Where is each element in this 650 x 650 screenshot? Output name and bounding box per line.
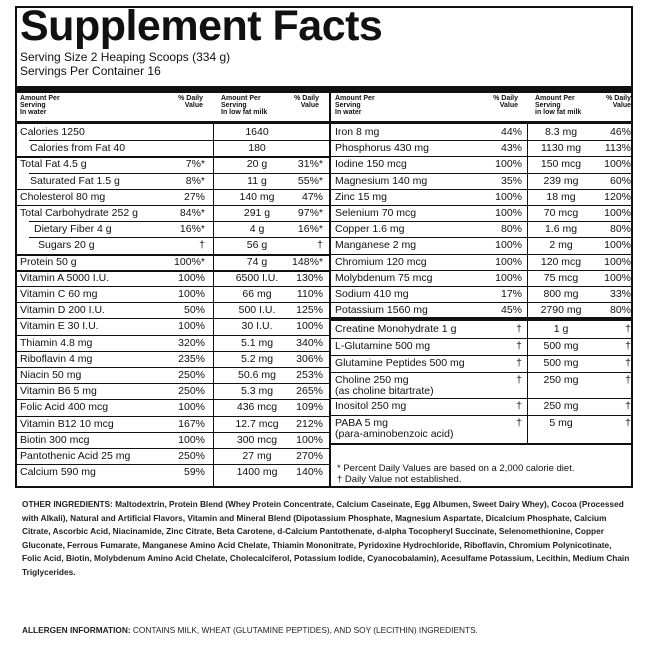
header-daily-value: % Daily Value bbox=[178, 95, 203, 109]
other-ingredients bbox=[22, 498, 632, 580]
row-divider bbox=[17, 383, 329, 384]
daily-value-milk: 80% bbox=[609, 223, 631, 236]
daily-value-milk: 55%* bbox=[297, 174, 323, 187]
servings-per-container: Servings Per Container 16 bbox=[20, 64, 161, 78]
row-divider bbox=[17, 399, 329, 400]
daily-value: 35% bbox=[500, 174, 522, 187]
daily-value-milk: 100% bbox=[296, 320, 323, 333]
daily-value: 50% bbox=[183, 304, 205, 317]
amount-milk: 5.3 mg bbox=[240, 385, 274, 398]
daily-value-milk: 60% bbox=[609, 174, 631, 187]
allergen-information bbox=[22, 624, 632, 636]
daily-value: 100% bbox=[495, 239, 522, 252]
daily-value: 100% bbox=[495, 271, 522, 284]
daily-value: † bbox=[516, 417, 522, 430]
nutrient-name: Vitamin B12 10 mcg bbox=[20, 417, 114, 430]
daily-value-milk: 100% bbox=[296, 433, 323, 446]
row-divider bbox=[331, 302, 631, 303]
daily-value-milk: † bbox=[625, 417, 631, 430]
daily-value-milk: 270% bbox=[296, 450, 323, 462]
amount-milk: 150 mcg bbox=[540, 158, 582, 171]
daily-value: 17% bbox=[500, 288, 522, 300]
blend-name-detail: (as choline bitartrate) bbox=[335, 385, 434, 398]
amount-milk: 500 I.U. bbox=[238, 304, 276, 317]
amount-milk: 500 mg bbox=[543, 357, 579, 370]
amount-milk: 5 mg bbox=[549, 417, 573, 430]
daily-value: 250% bbox=[178, 385, 205, 398]
daily-value: 100% bbox=[178, 433, 205, 446]
allergen-text: CONTAINS MILK, WHEAT (GLUTAMINE PEPTIDES), AND SOY (LECITHIN) INGREDIENTS. bbox=[130, 625, 478, 635]
daily-value: 167% bbox=[178, 417, 205, 430]
nutrient-name: Pantothenic Acid 25 mg bbox=[20, 450, 131, 462]
daily-value: 100% bbox=[178, 271, 205, 284]
daily-value: † bbox=[516, 357, 522, 370]
column-divider bbox=[213, 124, 214, 486]
daily-value-milk: 140% bbox=[296, 466, 323, 479]
amount-milk: 1640 bbox=[245, 126, 269, 138]
footnotes bbox=[337, 463, 574, 485]
daily-value: 235% bbox=[178, 352, 205, 365]
amount-milk: 4 g bbox=[249, 223, 265, 236]
daily-value: † bbox=[516, 400, 522, 413]
daily-value-milk: 100% bbox=[604, 239, 631, 252]
amount-milk: 1130 mg bbox=[540, 142, 582, 155]
daily-value: 84%* bbox=[179, 207, 205, 219]
amount-milk: 500 mg bbox=[543, 340, 579, 353]
row-divider bbox=[331, 355, 631, 356]
row-divider bbox=[29, 237, 329, 238]
daily-value-milk: † bbox=[625, 340, 631, 353]
nutrient-name: Vitamin A 5000 I.U. bbox=[20, 271, 110, 284]
row-divider bbox=[17, 351, 329, 352]
daily-value: † bbox=[516, 323, 522, 336]
daily-value: 100% bbox=[495, 190, 522, 203]
daily-value-milk: 47% bbox=[301, 190, 323, 203]
amount-milk: 5.1 mg bbox=[240, 336, 274, 349]
daily-value-milk: 253% bbox=[296, 369, 323, 381]
nutrient-name: Vitamin D 200 I.U. bbox=[20, 304, 106, 317]
daily-value: 7%* bbox=[185, 158, 205, 171]
row-divider bbox=[331, 398, 631, 399]
row-divider bbox=[29, 221, 329, 222]
nutrient-name: Dietary Fiber 4 g bbox=[34, 223, 112, 236]
daily-value-milk: 148%* bbox=[292, 255, 323, 268]
daily-value: 100% bbox=[495, 207, 522, 219]
daily-value-milk: 100% bbox=[604, 158, 631, 171]
amount-milk: 291 g bbox=[243, 207, 271, 219]
daily-value: 100% bbox=[495, 255, 522, 268]
header-rule bbox=[17, 121, 631, 124]
row-divider bbox=[17, 448, 329, 449]
daily-value-milk: 80% bbox=[609, 304, 631, 317]
daily-value: 100% bbox=[495, 158, 522, 171]
row-divider bbox=[17, 205, 329, 206]
daily-value: 250% bbox=[178, 369, 205, 381]
row-divider bbox=[17, 318, 329, 319]
ingredients-text: Maltodextrin, Protein Blend (Whey Protein Concentrate, Calcium Caseinate, Egg Albumen, Sweet Dairy Whey), Cocoa (Processed with Alkali), Natural and Artificial Flavors, Vitamin and Mineral Blend (Dipotassium Phosphate, Magnesium Aspartate, Dicalcium Phosphate, Calcium Citrate, Ascorbic Acid, Niacinamide, Zinc Citrate, Beta Carotene, d-Calcium Pantothenate, d-alpha Tocopheryl Succinate, Selenomethionine, Copper Gluconate, Ferrous Fumarate, Manganese Amino Acid Chelate, Thiamin Mononitrate, Pyridoxine Hydrochloride, Riboflavin, Chromium Polynicotinate, Folic Acid, Biotin, Molybdenum Amino Acid Chelate, Cholecalciferol, Potassium Iodide, Cyanocobalamin), Acesulfame Potassium, Lecithin, Medium Chain Triglycerides. bbox=[22, 499, 630, 577]
row-divider bbox=[17, 189, 329, 190]
daily-value: † bbox=[516, 340, 522, 353]
amount-milk: 12.7 mcg bbox=[235, 417, 279, 430]
row-divider bbox=[331, 173, 631, 174]
daily-value-milk: 100% bbox=[604, 255, 631, 268]
blend-name: L-Glutamine 500 mg bbox=[335, 340, 431, 353]
amount-milk: 2 mg bbox=[549, 239, 573, 252]
nutrient-name: Phosphorus 430 mg bbox=[335, 142, 429, 155]
daily-value: 80% bbox=[500, 223, 522, 236]
nutrient-name: Protein 50 g bbox=[20, 255, 77, 268]
nutrient-name: Zinc 15 mg bbox=[335, 190, 387, 203]
row-divider bbox=[17, 464, 329, 465]
blend-rule bbox=[331, 317, 631, 321]
supplement-facts-panel bbox=[15, 2, 633, 488]
daily-value-milk: 120% bbox=[604, 190, 631, 203]
nutrient-name: Calcium 590 mg bbox=[20, 466, 96, 479]
daily-value-milk: † bbox=[625, 374, 631, 387]
amount-milk: 140 mg bbox=[239, 190, 275, 203]
row-divider bbox=[331, 237, 631, 238]
daily-value: 45% bbox=[500, 304, 522, 317]
row-divider bbox=[331, 270, 631, 271]
amount-milk: 250 mg bbox=[543, 400, 579, 413]
row-divider bbox=[17, 286, 329, 287]
daily-value-milk: 31%* bbox=[297, 158, 323, 171]
blend-name-detail: (para-aminobenzoic acid) bbox=[335, 428, 454, 441]
header-amount-milk: Amount Per Serving In low fat milk bbox=[221, 95, 268, 116]
amount-milk: 120 mcg bbox=[540, 255, 582, 268]
nutrient-name: Molybdenum 75 mcg bbox=[335, 271, 433, 284]
amount-milk: 27 mg bbox=[242, 450, 272, 462]
ingredients-label: OTHER INGREDIENTS: bbox=[22, 499, 113, 509]
serving-size: Serving Size 2 Heaping Scoops (334 g) bbox=[20, 50, 231, 64]
daily-value: 59% bbox=[183, 466, 205, 479]
blend-name: Creatine Monohydrate 1 g bbox=[335, 323, 457, 336]
amount-milk: 800 mg bbox=[543, 288, 579, 300]
daily-value: 16%* bbox=[179, 223, 205, 236]
nutrient-name: Total Carbohydrate 252 g bbox=[20, 207, 138, 219]
daily-value-milk: † bbox=[625, 357, 631, 370]
row-divider bbox=[29, 173, 329, 174]
amount-milk: 74 g bbox=[246, 255, 268, 268]
daily-value: 100% bbox=[178, 401, 205, 414]
header-daily-value-right: % Daily Value bbox=[493, 95, 518, 109]
amount-milk: 70 mcg bbox=[543, 207, 579, 219]
row-divider bbox=[17, 416, 329, 417]
daily-value: 27% bbox=[183, 190, 205, 203]
row-divider bbox=[331, 415, 631, 416]
header-bar bbox=[17, 86, 631, 93]
amount-milk: 300 mcg bbox=[236, 433, 278, 446]
daily-value-milk: † bbox=[625, 323, 631, 336]
nutrient-name: Vitamin E 30 I.U. bbox=[20, 320, 99, 333]
nutrient-name: Vitamin B6 5 mg bbox=[20, 385, 97, 398]
nutrient-name: Folic Acid 400 mcg bbox=[20, 401, 109, 414]
daily-value: 250% bbox=[178, 450, 205, 462]
header-daily-value-milk-right: % Daily Value bbox=[606, 95, 631, 109]
daily-value: 100%* bbox=[174, 255, 205, 268]
daily-value: † bbox=[516, 374, 522, 387]
amount-milk: 5.2 mg bbox=[240, 352, 274, 365]
row-divider bbox=[331, 221, 631, 222]
nutrient-name: Riboflavin 4 mg bbox=[20, 352, 93, 365]
amount-milk: 1400 mg bbox=[236, 466, 278, 479]
blend-name: PABA 5 mg bbox=[335, 417, 388, 430]
nutrient-name: Copper 1.6 mg bbox=[335, 223, 405, 236]
header-amount-milk-right: Amount Per Serving in low fat milk bbox=[535, 95, 582, 116]
allergen-label: ALLERGEN INFORMATION: bbox=[22, 625, 131, 635]
row-divider bbox=[331, 286, 631, 287]
row-divider bbox=[17, 254, 329, 256]
row-divider bbox=[331, 189, 631, 190]
row-divider bbox=[17, 302, 329, 303]
daily-value-milk: 33% bbox=[609, 288, 631, 300]
nutrient-name: Biotin 300 mcg bbox=[20, 433, 90, 446]
amount-milk: 66 mg bbox=[242, 288, 272, 300]
daily-value-milk: 100% bbox=[604, 207, 631, 219]
daily-value: 8%* bbox=[185, 174, 205, 187]
daily-value: 100% bbox=[178, 320, 205, 333]
nutrient-name: Calories 1250 bbox=[20, 126, 85, 138]
daily-value-milk: 130% bbox=[296, 271, 323, 284]
blend-name: Glutamine Peptides 500 mg bbox=[335, 357, 465, 370]
nutrient-name: Niacin 50 mg bbox=[20, 369, 82, 381]
blend-name: Choline 250 mg bbox=[335, 374, 409, 387]
amount-milk: 2790 mg bbox=[540, 304, 582, 317]
nutrient-name: Total Fat 4.5 g bbox=[20, 158, 87, 171]
nutrient-name: Calories from Fat 40 bbox=[30, 142, 126, 155]
row-divider bbox=[17, 432, 329, 433]
row-divider bbox=[331, 156, 631, 157]
amount-milk: 436 mcg bbox=[236, 401, 278, 414]
daily-value-milk: 16%* bbox=[297, 223, 323, 236]
row-divider bbox=[17, 335, 329, 336]
daily-value-milk: 109% bbox=[296, 401, 323, 414]
footnote-not-established: † Daily Value not established. bbox=[337, 474, 462, 485]
amount-milk: 11 g bbox=[247, 174, 267, 187]
amount-milk: 250 mg bbox=[543, 374, 579, 387]
daily-value-milk: 340% bbox=[296, 336, 323, 349]
nutrient-name: Cholesterol 80 mg bbox=[20, 190, 106, 203]
daily-value: † bbox=[199, 239, 205, 252]
header-daily-value-milk: % Daily Value bbox=[294, 95, 319, 109]
nutrient-name: Selenium 70 mcg bbox=[335, 207, 417, 219]
header-amount-water: Amount Per Serving In water bbox=[20, 95, 60, 116]
nutrient-name: Iron 8 mg bbox=[335, 126, 380, 138]
nutrient-name: Thiamin 4.8 mg bbox=[20, 336, 93, 349]
row-divider bbox=[331, 140, 631, 141]
daily-value-milk: 46% bbox=[609, 126, 631, 138]
row-divider bbox=[331, 338, 631, 339]
amount-milk: 239 mg bbox=[543, 174, 579, 187]
daily-value-milk: † bbox=[625, 400, 631, 413]
daily-value-milk: 306% bbox=[296, 352, 323, 365]
row-divider bbox=[331, 254, 631, 255]
row-divider bbox=[17, 156, 329, 158]
daily-value-milk: 97%* bbox=[297, 207, 323, 219]
row-divider bbox=[331, 372, 631, 373]
amount-milk: 20 g bbox=[246, 158, 268, 171]
daily-value: 320% bbox=[178, 336, 205, 349]
blend-name: Inositol 250 mg bbox=[335, 400, 407, 413]
daily-value-milk: 212% bbox=[296, 417, 323, 430]
daily-value: 43% bbox=[500, 142, 522, 155]
amount-milk: 8.3 mg bbox=[544, 126, 578, 138]
amount-milk: 180 bbox=[248, 142, 266, 155]
amount-milk: 30 I.U. bbox=[241, 320, 273, 333]
daily-value-milk: 100% bbox=[604, 271, 631, 284]
amount-milk: 75 mcg bbox=[543, 271, 579, 284]
nutrient-name: Saturated Fat 1.5 g bbox=[30, 174, 120, 187]
row-divider bbox=[17, 270, 329, 272]
row-divider bbox=[29, 140, 329, 141]
amount-milk: 1.6 mg bbox=[544, 223, 578, 236]
nutrient-name: Vitamin C 60 mg bbox=[20, 288, 98, 300]
nutrient-name: Sugars 20 g bbox=[38, 239, 95, 252]
daily-value-milk: 265% bbox=[296, 385, 323, 398]
panel-title: Supplement Facts bbox=[20, 2, 383, 50]
nutrient-name: Magnesium 140 mg bbox=[335, 174, 428, 187]
nutrient-name: Sodium 410 mg bbox=[335, 288, 409, 300]
nutrient-name: Manganese 2 mg bbox=[335, 239, 417, 252]
daily-value: 100% bbox=[178, 288, 205, 300]
amount-milk: 1 g bbox=[553, 323, 569, 336]
amount-milk: 6500 I.U. bbox=[235, 271, 279, 284]
amount-milk: 56 g bbox=[246, 239, 268, 252]
nutrient-name: Potassium 1560 mg bbox=[335, 304, 428, 317]
daily-value-milk: 125% bbox=[296, 304, 323, 317]
center-divider bbox=[329, 93, 331, 486]
amount-milk: 18 mg bbox=[546, 190, 576, 203]
footnote-daily-value: * Percent Daily Values are based on a 2,000 calorie diet. bbox=[337, 463, 575, 474]
row-divider bbox=[331, 205, 631, 206]
amount-milk: 50.6 mg bbox=[238, 369, 276, 381]
header-amount-water-right: Amount Per Serving In water bbox=[335, 95, 375, 116]
row-divider bbox=[17, 367, 329, 368]
column-divider bbox=[527, 124, 528, 443]
nutrient-name: Iodine 150 mcg bbox=[335, 158, 407, 171]
daily-value-milk: 113% bbox=[604, 142, 631, 155]
nutrient-name: Chromium 120 mcg bbox=[335, 255, 427, 268]
daily-value-milk: 110% bbox=[296, 288, 323, 300]
blend-bottom-rule bbox=[331, 443, 631, 445]
daily-value: 44% bbox=[500, 126, 522, 138]
daily-value-milk: † bbox=[317, 239, 323, 252]
